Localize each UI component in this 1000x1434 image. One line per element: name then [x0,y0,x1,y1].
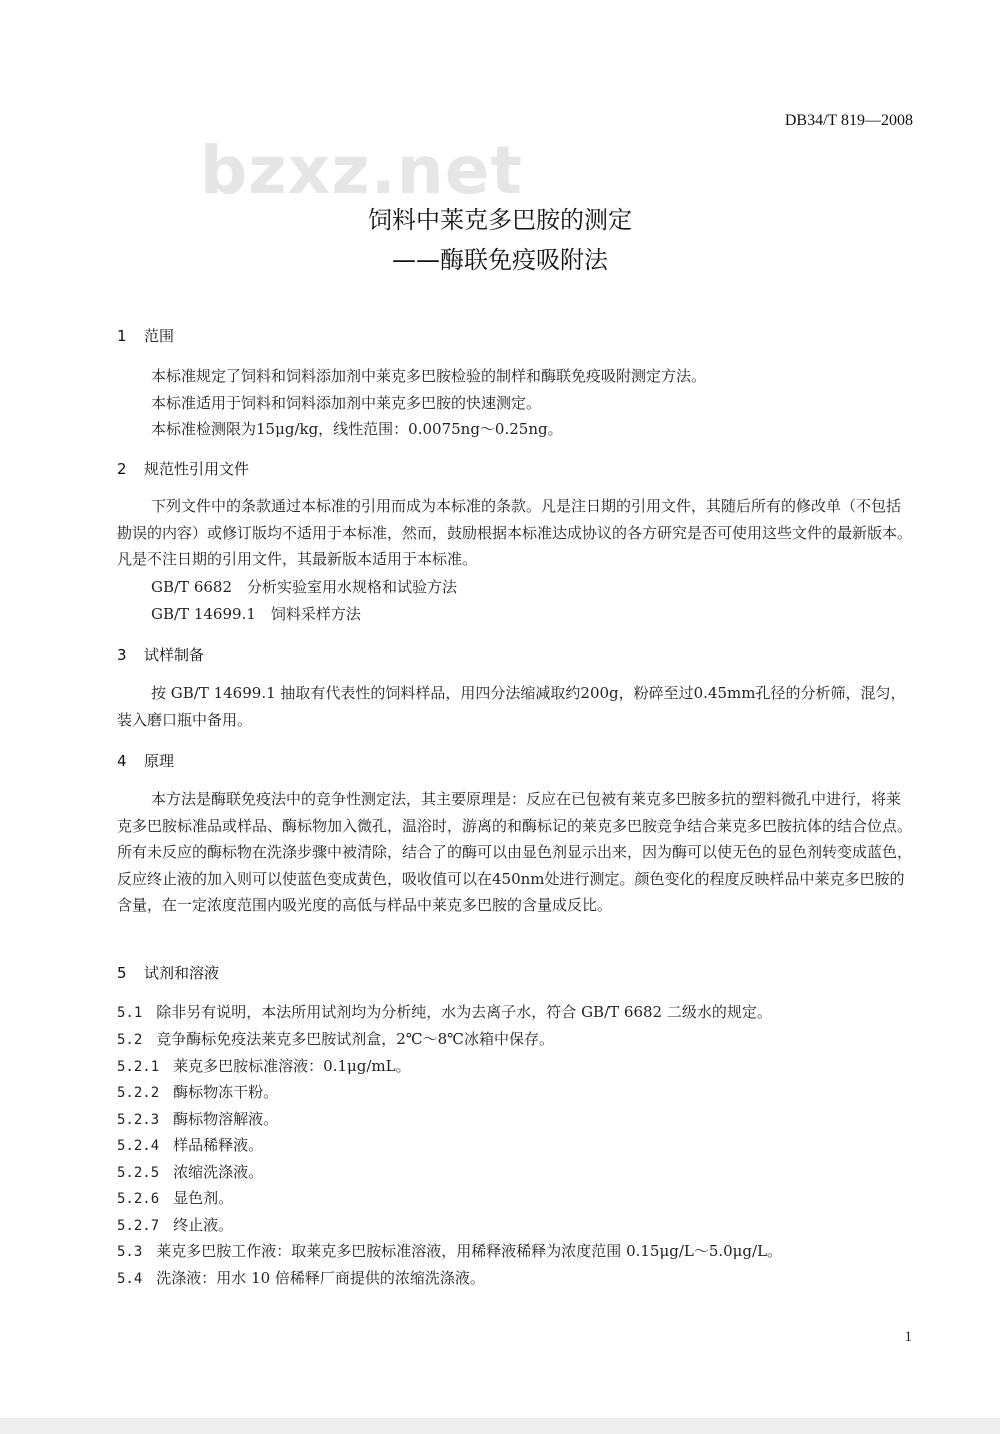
reference-2: GB/T 14699.1 饲料采样方法 [151,605,361,623]
clause-5-2-4 [117,1134,263,1155]
section-title: 范围 [144,327,175,345]
section-title: 规范性引用文件 [144,460,250,478]
clause-number: 5.2.1 [117,1059,160,1075]
section-number: 5 [117,964,127,982]
section-title: 试样制备 [144,646,205,664]
section-2-heading [117,458,249,479]
document-subtitle: ——酶联免疫吸附法 [392,246,608,274]
clause-number: 5.2.7 [117,1218,160,1234]
clause-5-2-5 [117,1161,263,1182]
section-4-heading [117,750,174,771]
clause-text: 浓缩洗涤液。 [173,1163,264,1181]
clause-text: 莱克多巴胺工作液：取莱克多巴胺标准溶液，用稀释液稀释为浓度范围 0.15μg/L～5.0μg/L。 [156,1242,783,1260]
section-title: 原理 [144,752,175,770]
section-4-paragraph [117,786,912,919]
clause-text: 样品稀释液。 [173,1136,264,1154]
document-title: 饲料中莱克多巴胺的测定 [368,206,632,234]
clause-text: 莱克多巴胺标准溶液：0.1μg/mL。 [173,1057,411,1075]
clause-number: 5.2.2 [117,1085,160,1101]
clause-5-3 [117,1240,782,1261]
section-number: 2 [117,460,127,478]
section-number: 3 [117,646,127,664]
watermark: bzxz.net [200,132,524,209]
bottom-strip [0,1418,1000,1434]
clause-text: 终止液。 [173,1216,234,1234]
section-3-heading [117,644,204,665]
clause-number: 5.1 [117,1005,143,1021]
section-1-heading [117,325,174,346]
clause-number: 5.2.6 [117,1191,160,1207]
clause-number: 5.4 [117,1271,143,1287]
section-number: 4 [117,752,127,770]
clause-number: 5.2.5 [117,1165,160,1181]
clause-number: 5.2.3 [117,1112,160,1128]
clause-5-1 [117,1001,772,1022]
paragraph-text: 下列文件中的条款通过本标准的引用而成为本标准的条款。凡是注日期的引用文件，其随后所有的修改单（不包括勘误的内容）或修订版均不适用于本标准，然而，鼓励根据本标准达成协议的各方研究是否可使用这些文件的最新版本。凡是不注日期的引用文件，其最新版本适用于本标准。 [117,497,913,568]
clause-5-2 [117,1028,554,1049]
clause-5-2-2 [117,1081,278,1102]
clause-text: 竞争酶标免疫法莱克多巴胺试剂盒，2℃～8℃冰箱中保存。 [156,1030,554,1048]
clause-5-4 [117,1267,485,1288]
section-title: 试剂和溶液 [144,964,220,982]
clause-text: 除非另有说明，本法所用试剂均为分析纯，水为去离子水，符合 GB/T 6682 二级水的规定。 [156,1003,772,1021]
reference-1: GB/T 6682 分析实验室用水规格和试验方法 [151,578,458,596]
clause-5-2-7 [117,1214,233,1235]
clause-number: 5.2.4 [117,1138,160,1154]
section-3-paragraph [117,680,912,733]
section-1-line-1: 本标准规定了饲料和饲料添加剂中莱克多巴胺检验的制样和酶联免疫吸附测定方法。 [151,367,707,385]
clause-text: 酶标物溶解液。 [173,1110,279,1128]
section-2-paragraph [117,493,912,573]
section-5-heading [117,962,219,983]
clause-text: 显色剂。 [173,1189,234,1207]
clause-text: 洗涤液：用水 10 倍稀释厂商提供的浓缩洗涤液。 [156,1269,485,1287]
paragraph-text: 本方法是酶联免疫法中的竞争性测定法，其主要原理是：反应在已包被有莱克多巴胺多抗的塑料微孔中进行，将莱克多巴胺标准品或样品、酶标物加入微孔，温浴时，游离的和酶标记的莱克多巴胺竞争结合莱克多巴胺抗体的结合位点。所有未反应的酶标物在洗涤步骤中被清除，结合了的酶可以由显色剂显示出来，因为酶可以使无色的显色剂转变成蓝色，反应终止液的加入则可以使蓝色变成黄色，吸收值可以在450nm处进行测定。颜色变化的程度反映样品中莱克多巴胺的含量，在一定浓度范围内吸光度的高低与样品中莱克多巴胺的含量成反比。 [117,790,913,914]
page-number: 1 [904,1329,912,1345]
clause-text: 酶标物冻干粉。 [173,1083,279,1101]
section-1-line-3: 本标准检测限为15μg/kg，线性范围：0.0075ng～0.25ng。 [151,420,563,438]
clause-5-2-6 [117,1187,233,1208]
section-1-line-2: 本标准适用于饲料和饲料添加剂中莱克多巴胺的快速测定。 [151,394,542,412]
clause-5-2-1 [117,1055,411,1076]
clause-5-2-3 [117,1108,278,1129]
section-number: 1 [117,327,127,345]
standard-code: DB34/T 819—2008 [784,112,913,129]
paragraph-text: 按 GB/T 14699.1 抽取有代表性的饲料样品，用四分法缩减取约200g，粉碎至过0.45mm孔径的分析筛，混匀，装入磨口瓶中备用。 [117,684,906,729]
clause-number: 5.2 [117,1032,143,1048]
clause-number: 5.3 [117,1244,143,1260]
